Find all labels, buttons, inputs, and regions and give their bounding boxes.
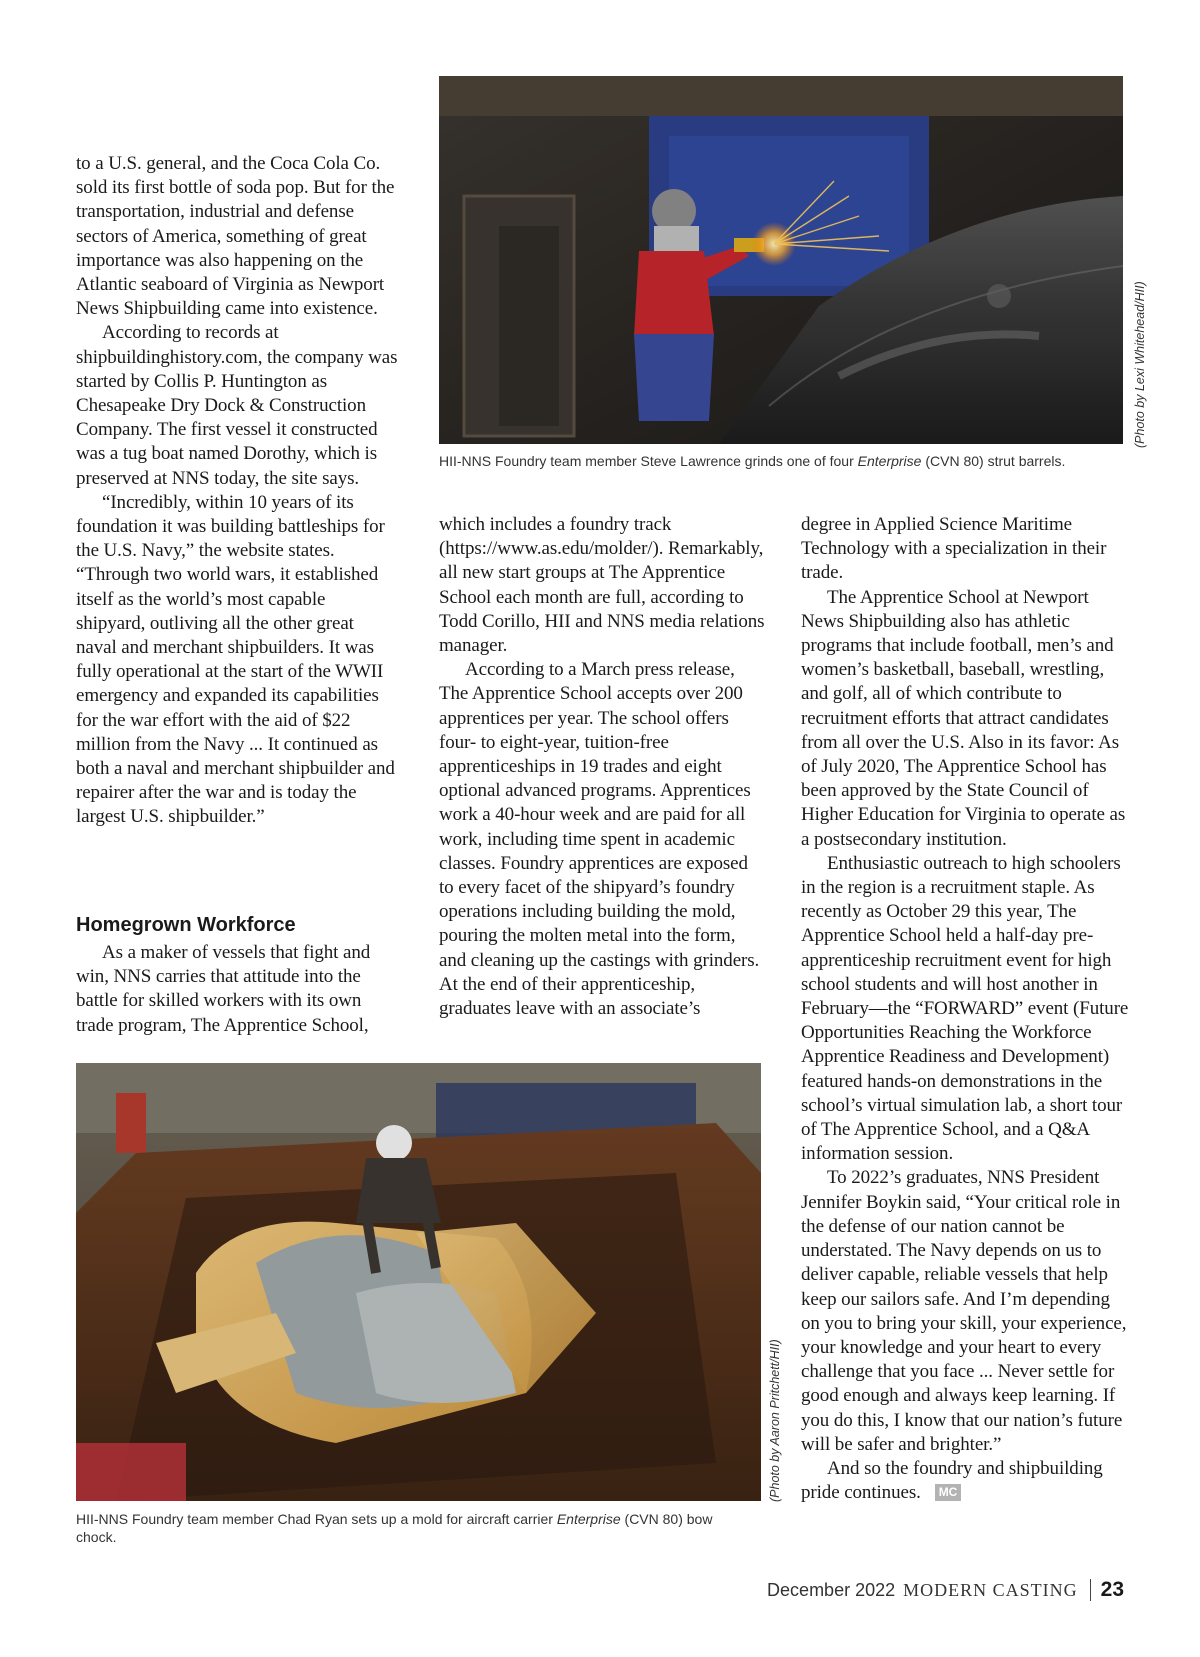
photo-mold-illustration [76,1063,761,1501]
magazine-name: MODERN CASTING [903,1579,1078,1600]
footer-divider [1090,1579,1091,1601]
caption-text: (CVN 80) strut barrels. [921,453,1066,469]
photo-credit: (Photo by Aaron Pritchett/HII) [768,1339,782,1502]
column-1-bottom [76,941,398,1038]
paragraph-final-text: And so the foundry and shipbuilding pride continues. [801,1457,1103,1504]
paragraph: to a U.S. general, and the Coca Cola Co. sold its first bottle of soda pop. But for the transportation, industrial and defense sectors of America, something of great importance was also happening on the Atlantic seaboard of Virginia as Newport News Shipbuilding came into existence. [76,153,395,320]
paragraph: As a maker of vessels that fight and win, NNS carries that attitude into the battle for skilled workers with its own trade program, The Apprentice School, [76,942,371,1036]
paragraph: which includes a foundry track (https://www.as.edu/molder/). Remarkably, all new start groups at The Apprentice School each month are full, according to Todd Corillo, HII and NNS media relations manager. [439,514,765,657]
paragraph: According to a March press release, The Apprentice School accepts over 200 apprentices per year. The school offers four- to eight-year, tuition-free apprenticeships in 19 trades and eight optional advanced programs. Apprentices work a 40-hour week and are paid for all work, including time spent in academic classes. Foundry apprentices are exposed to every facet of the shipyard’s foundry operations including building the mold, pouring the molten metal into the form, and cleaning up the castings with grinders. At the end of their apprenticeship, graduates leave with an associate’s [439,659,760,1020]
paragraph: The Apprentice School at Newport News Shipbuilding also has athletic programs that include football, men’s and women’s basketball, baseball, wrestling, and golf, all of which contribute to recruitment efforts that attract candidates from all over the U.S. Also in its favor: As of July 2020, The Apprentice School has been approved by the State Council of Higher Education for Virginia to operate as a postsecondary institution. [801,586,1126,850]
column-1-top [76,152,398,830]
photo-caption [76,1510,746,1546]
photo-grinding-illustration [439,76,1123,444]
page-number: 23 [1100,1578,1124,1601]
photo-credit: (Photo by Lexi Whitehead/HII) [1133,281,1147,448]
end-mark: MC [935,1484,961,1501]
caption-ship-name: Enterprise [857,453,922,469]
issue-date: December 2022 [767,1579,896,1600]
paragraph: Enthusiastic outreach to high schoolers in the region is a recruitment staple. As recently as October 29 this year, The Apprentice School held a half-day pre-apprenticeship recruitment event for high school students and will host another in February—the “FORWARD” event (Future Opportunities Reaching the Workforce Apprentice Readiness and Development) featured hands-on demonstrations in the school’s virtual simulation lab, a short tour of The Apprentice School, and a Q&A information session. [801,852,1129,1165]
paragraph: According to records at shipbuildinghistory.com, the company was started by Collis P. Huntington as Chesapeake Dry Dock & Construction Company. The first vessel it constructed was a tug boat named Dorothy, which is preserved at NNS today, the site says. [76,322,398,489]
caption-text: (CVN 80) bow chock. [76,1511,713,1545]
caption-ship-name: Enterprise [556,1511,621,1527]
caption-text: HII-NNS Foundry team member Chad Ryan sets up a mold for aircraft carrier [76,1511,557,1527]
section-heading: Homegrown Workforce [76,914,296,936]
paragraph: “Incredibly, within 10 years of its foundation it was building battleships for the U.S. Navy,” the website states. “Through two world wars, it established itself as the world’s most capable shipyard, outliving all the other great naval and merchant shipbuilders. It was fully operational at the start of the WWII emergency and expanded its capabilities for the war effort with the aid of $22 million from the Navy ... It continued as both a naval and merchant shipbuilder and repairer after the war and is today the largest U.S. shipbuilder.” [76,491,395,828]
photo-grinding-strut-barrel [439,76,1123,444]
paragraph: degree in Applied Science Maritime Technology with a specialization in their trade. [801,514,1107,584]
column-3 [801,513,1131,1505]
paragraph: To 2022’s graduates, NNS President Jennifer Boykin said, “Your critical role in the defense of our nation cannot be understated. The Navy depends on us to deliver capable, reliable vessels that help keep our sailors safe. And I’m depending on you to bring your skill, your experience, your knowledge and your heart to every challenge that you face ... Never settle for good enough and always keep learning. If you do this, I know that our nation’s future will be safer and brighter.” [801,1167,1127,1455]
paragraph-final [801,1457,1131,1505]
caption-text: HII-NNS Foundry team member Steve Lawrence grinds one of four [439,453,858,469]
column-2 [439,513,765,1021]
photo-mold-setup [76,1063,761,1501]
photo-caption [439,452,1139,470]
page-footer [767,1578,1124,1602]
